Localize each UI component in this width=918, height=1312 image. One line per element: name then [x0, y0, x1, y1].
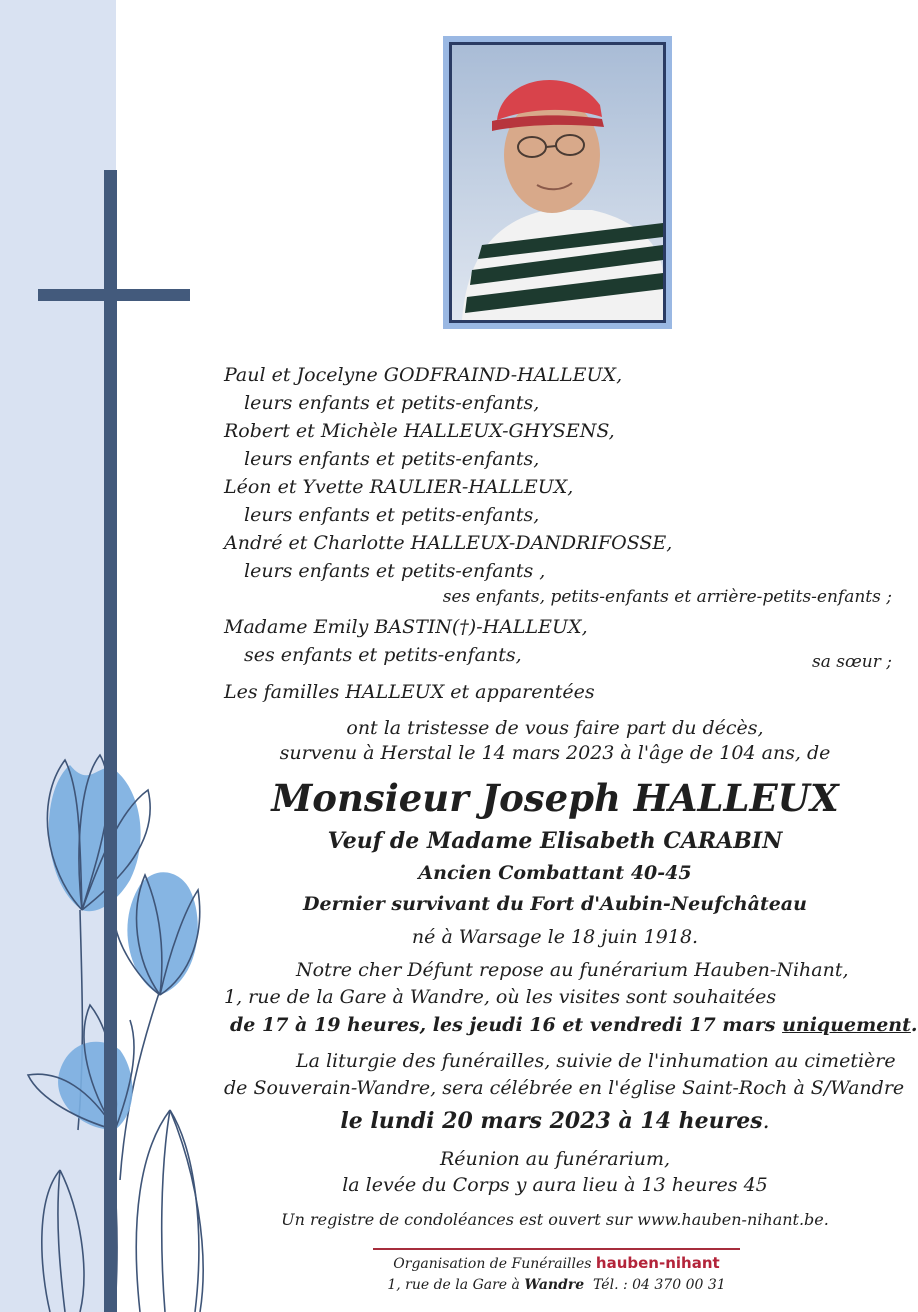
meeting-line-1: Réunion au funérarium,: [439, 1148, 671, 1170]
family-line-8: leurs enfants et petits-enfants ,: [244, 560, 546, 582]
footer-divider: [373, 1248, 740, 1250]
footer-organisation: [373, 1254, 740, 1272]
visit-hours-end: .: [910, 1014, 918, 1036]
portrait-photo: [449, 42, 666, 323]
liturgy-line-2: de Souverain-Wandre, sera célébrée en l'église Saint-Roch à S/Wandre: [224, 1077, 905, 1099]
meeting-line-2: la levée du Corps y aura lieu à 13 heures 45: [342, 1174, 768, 1196]
family-line-10: ses enfants et petits-enfants,: [244, 644, 522, 666]
family-line-2: leurs enfants et petits-enfants,: [244, 392, 540, 414]
condolence-registry: Un registre de condoléances est ouvert sur www.hauben-nihant.be.: [281, 1210, 829, 1229]
visit-line-1: Notre cher Défunt repose au funérarium Hauben-Nihant,: [296, 959, 849, 981]
announcement-line-2: survenu à Herstal le 14 mars 2023 à l'âge de 104 ans, de: [279, 742, 831, 764]
family-line-1: Paul et Jocelyne GODFRAIND-HALLEUX,: [224, 364, 623, 386]
family-line-4: leurs enfants et petits-enfants,: [244, 448, 540, 470]
deceased-widower: Veuf de Madame Elisabeth CARABIN: [327, 828, 783, 854]
deceased-veteran: Ancien Combattant 40-45: [418, 862, 692, 884]
family-role-sister: sa sœur ;: [811, 652, 892, 672]
funeral-date-end: .: [762, 1109, 770, 1134]
family-line-6: leurs enfants et petits-enfants,: [244, 504, 540, 526]
visit-hours-text: de 17 à 19 heures, les jeudi 16 et vendredi 17 mars: [230, 1014, 783, 1036]
footer-address: [373, 1277, 740, 1293]
visit-line-2: 1, rue de la Gare à Wandre, où les visites sont souhaitées: [224, 986, 777, 1008]
family-line-9: Madame Emily BASTIN(†)-HALLEUX,: [224, 616, 588, 638]
cross-vertical: [104, 170, 117, 1312]
family-line-7: André et Charlotte HALLEUX-DANDRIFOSSE,: [224, 532, 673, 554]
family-role-children: ses enfants, petits-enfants et arrière-petits-enfants ;: [442, 587, 892, 607]
funeral-date-text: le lundi 20 mars 2023 à 14 heures: [340, 1108, 763, 1134]
deceased-survivor: Dernier survivant du Fort d'Aubin-Neufchâteau: [303, 893, 807, 915]
family-line-11: Les familles HALLEUX et apparentées: [224, 681, 595, 703]
family-line-5: Léon et Yvette RAULIER-HALLEUX,: [224, 476, 574, 498]
deceased-name: Monsieur Joseph HALLEUX: [271, 776, 839, 820]
tulip-illustration: [20, 750, 220, 1312]
funeral-date: [210, 1108, 900, 1134]
deceased-birth: né à Warsage le 18 juin 1918.: [411, 926, 699, 948]
family-line-3: Robert et Michèle HALLEUX-GHYSENS,: [224, 420, 615, 442]
footer-addr-town: Wandre: [524, 1277, 585, 1293]
cross-horizontal: [38, 289, 190, 301]
liturgy-line-1: La liturgie des funérailles, suivie de l'inhumation au cimetière: [296, 1050, 896, 1072]
footer-org-text: Organisation de Funérailles: [393, 1256, 596, 1272]
visit-hours: [230, 1014, 918, 1036]
announcement-line-1: ont la tristesse de vous faire part du décès,: [346, 717, 764, 739]
visit-hours-only: uniquement: [782, 1014, 911, 1036]
portrait-frame: [443, 36, 672, 329]
footer-addr-text: 1, rue de la Gare à: [387, 1277, 525, 1293]
footer-brand: hauben-nihant: [595, 1254, 720, 1272]
footer-phone: Tél. : 04 370 00 31: [584, 1277, 726, 1293]
